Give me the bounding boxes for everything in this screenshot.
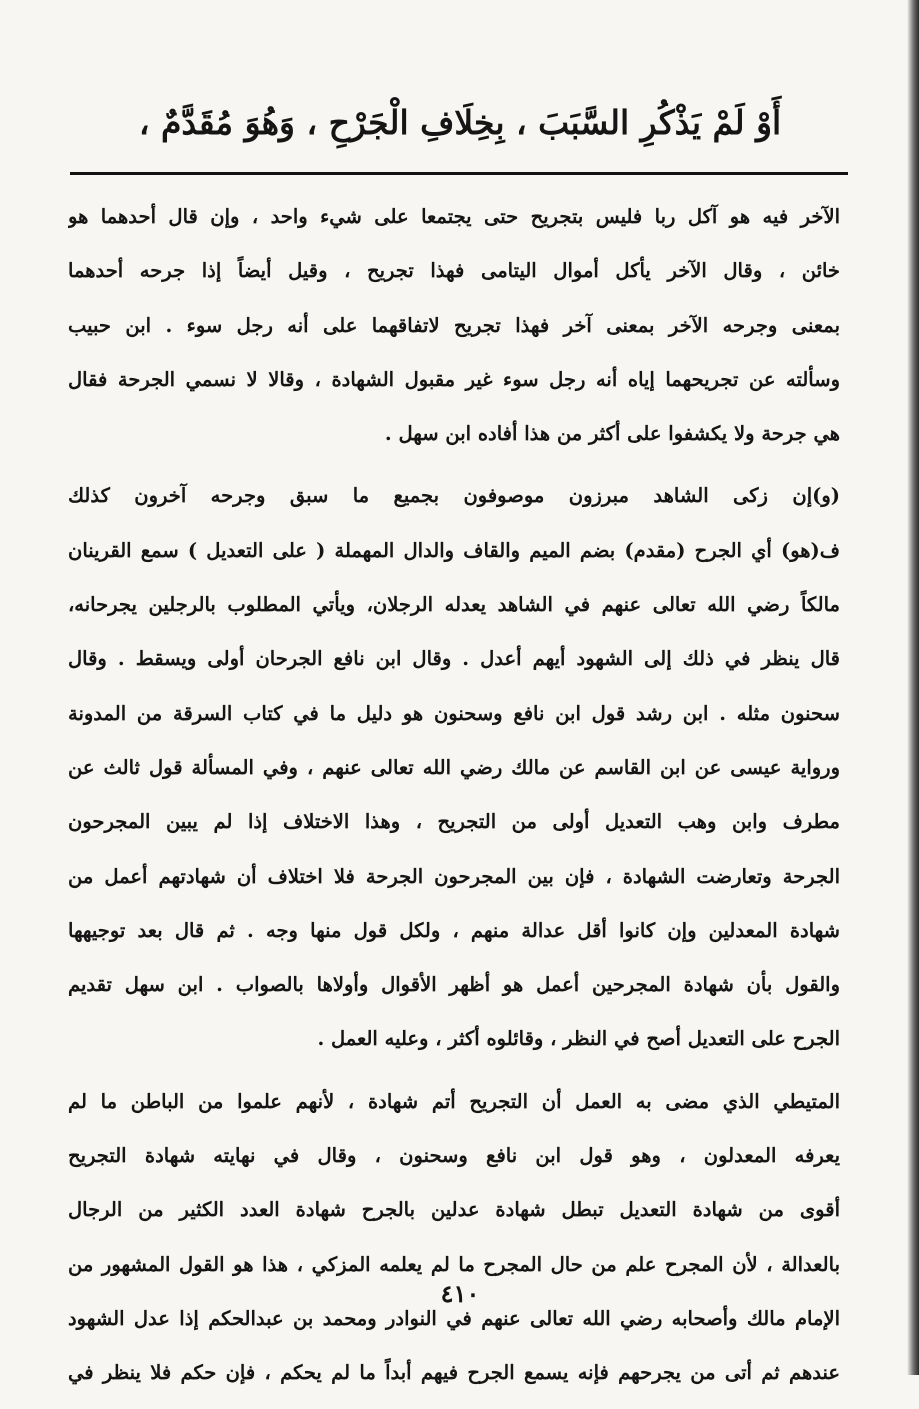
text-line: المتيطي الذي مضى به العمل أن التجريح أتم شهادة ، لأنهم علموا من الباطن ما لم — [68, 1089, 840, 1113]
text-line: والقول بأن شهادة المجرحين أعمل هو أظهر الأقوال وأولاها بالصواب . ابن سهل تقديم — [68, 973, 840, 997]
text-line: يعرفه المعدلون ، وهو قول ابن نافع وسحنون ، وقال في نهايته شهادة التجريح — [68, 1144, 840, 1168]
text-line: شهادة المعدلين وإن كانوا أقل عدالة منهم ، ولكل قول منها وجه . ثم قال بعد توجيهها — [68, 918, 840, 942]
paragraph-1 — [68, 190, 840, 461]
scan-page-edge — [907, 0, 919, 1375]
text-line: قال ينظر في ذلك إلى الشهود أيهم أعدل . وقال ابن نافع الجرحان أولى ويسقط . وقال — [68, 647, 840, 671]
body-text — [68, 190, 840, 1409]
text-line: (و)إن زكى الشاهد مبرزون موصوفون بجميع ما سبق وجرحه آخرون كذلك — [68, 484, 840, 508]
page-number: ٤١٠ — [440, 1279, 480, 1308]
header-divider — [70, 172, 848, 175]
text-line: الجرحة وتعارضت الشهادة ، فإن بين المجرحون الجرحة فلا اختلاف أن شهادتهم أعمل من — [68, 864, 840, 888]
paragraph-2 — [68, 469, 840, 1066]
paragraph-3 — [68, 1075, 840, 1401]
text-line: هي جرحة ولا يكشفوا على أكثر من هذا أفاده ابن سهل . — [384, 422, 840, 446]
text-line: عندهم ثم أتى من يجرحهم فإنه يسمع الجرح فيهم أبداً ما لم يحكم ، فإن حكم فلا ينظر في — [68, 1361, 840, 1385]
text-line: أقوى من شهادة التعديل تبطل شهادة عدلين بالجرح شهادة العدد الكثير من الرجال — [68, 1198, 840, 1222]
text-line: بمعنى وجرحه الآخر بمعنى آخر فهذا تجريح لاتفاقهما على أنه رجل سوء . ابن حبيب — [68, 313, 840, 337]
text-line: وسألته عن تجريحهما إياه أنه رجل سوء غير مقبول الشهادة ، وقالا لا نسمي الجرحة فقال — [68, 367, 840, 391]
text-line: بالعدالة ، لأن المجرح علم من حال المجرح ما لم يعلمه المزكي ، هذا هو القول المشهور من — [68, 1252, 840, 1276]
text-line: ورواية عيسى عن ابن القاسم عن مالك رضي الله تعالى عنهم ، وفي المسألة قول ثالث عن — [68, 755, 840, 779]
text-line: الجرح على التعديل أصح في النظر ، وقائلوه أكثر ، وعليه العمل . — [317, 1027, 840, 1051]
text-line: خائن ، وقال الآخر يأكل أموال اليتامى فهذا تجريح ، وقيل أيضاً إذا جرحه أحدهما — [68, 259, 840, 283]
header-verse: أَوْ لَمْ يَذْكُرِ السَّبَبَ ، بِخِلَافِ الْجَرْحِ ، وَهُوَ مُقَدَّمٌ ، — [138, 103, 782, 142]
text-line: الآخر فيه هو آكل ربا فليس بتجريح حتى يجتمعا على شيء واحد ، وإن قال أحدهما هو — [68, 205, 840, 228]
text-line: مالكاً رضي الله تعالى عنهم في الشاهد يعدله الرجلان، ويأتي المطلوب بالرجلين يجرحانه، — [68, 593, 840, 617]
text-line: مطرف وابن وهب التعديل أولى من التجريح ، وهذا الاختلاف إذا لم يبين المجرحون — [68, 810, 840, 834]
text-line: الإمام مالك وأصحابه رضي الله تعالى عنهم في النوادر ومحمد بن عبدالحكم إذا عدل الشهود — [68, 1306, 840, 1330]
text-line: سحنون مثله . ابن رشد قول ابن نافع وسحنون هو دليل ما في كتاب السرقة من المدونة — [68, 701, 840, 725]
text-line: ف(هو) أي الجرح (مقدم) بضم الميم والقاف والدال المهملة ( على التعديل ) سمع القرينان — [68, 538, 840, 562]
